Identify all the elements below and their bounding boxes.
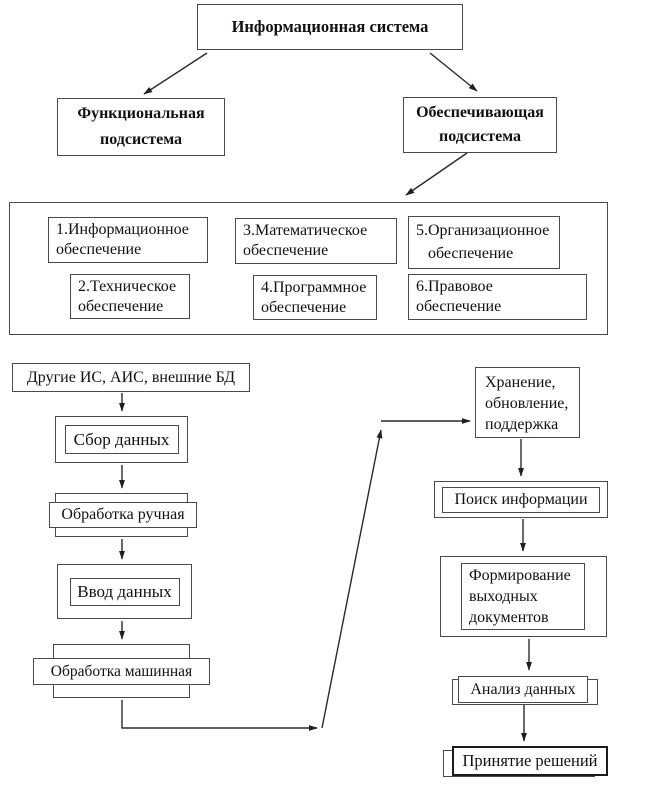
node-data-input bbox=[57, 564, 192, 619]
storage-line2: обновление, bbox=[485, 395, 569, 412]
node-component-technical-support bbox=[70, 274, 190, 319]
node-component-information-support bbox=[48, 217, 208, 263]
machine-processing-label: Обработка машинная bbox=[50, 662, 193, 680]
manual-processing-label: Обработка ручная bbox=[61, 506, 185, 523]
information-search-label: Поиск информации bbox=[454, 490, 588, 508]
component-6-line2: обеспечение bbox=[416, 298, 502, 315]
node-information-search bbox=[434, 481, 608, 518]
storage-line3: поддержка bbox=[485, 416, 559, 433]
node-functional-subsystem bbox=[57, 98, 225, 156]
node-component-software-support bbox=[253, 275, 377, 320]
component-1-line1: 1.Информационное bbox=[56, 221, 189, 238]
functional-line2: подсистема bbox=[99, 131, 183, 148]
node-decision-making bbox=[443, 746, 608, 778]
node-component-legal-support bbox=[408, 274, 587, 320]
data-analysis-label: Анализ данных bbox=[470, 680, 576, 698]
output-documents-line2: выходных bbox=[469, 588, 538, 605]
functional-line1: Функциональная bbox=[77, 105, 205, 122]
providing-line2: подсистема bbox=[438, 128, 522, 145]
data-collection-label: Сбор данных bbox=[73, 429, 170, 449]
component-5-line1: 5.Организационное bbox=[416, 222, 550, 239]
external-sources-label: Другие ИС, АИС, внешние БД bbox=[26, 368, 236, 386]
output-documents-line1: Формирование bbox=[469, 567, 571, 584]
node-component-mathematical-support bbox=[235, 218, 397, 264]
node-component-organizational-support bbox=[408, 216, 560, 269]
component-2-line2: обеспечение bbox=[78, 298, 164, 315]
node-storage-update-support bbox=[475, 367, 580, 438]
node-information-system-label: Информационная система bbox=[231, 17, 429, 36]
component-3-line1: 3.Математическое bbox=[243, 222, 368, 239]
node-manual-processing bbox=[49, 493, 197, 537]
data-input-label: Ввод данных bbox=[77, 581, 172, 601]
storage-line1: Хранение, bbox=[485, 374, 556, 391]
output-documents-line3: документов bbox=[469, 609, 549, 626]
component-1-line2: обеспечение bbox=[56, 241, 142, 258]
node-providing-subsystem bbox=[403, 97, 557, 153]
decision-making-label: Принятие решений bbox=[462, 751, 598, 770]
component-3-line2: обеспечение bbox=[243, 242, 329, 259]
node-machine-processing bbox=[33, 644, 210, 698]
node-output-documents bbox=[440, 556, 607, 637]
node-information-system bbox=[197, 4, 463, 50]
component-5-line2: обеспечение bbox=[428, 245, 514, 262]
component-4-line2: обеспечение bbox=[261, 299, 347, 316]
providing-line1: Обеспечивающая bbox=[416, 104, 544, 121]
component-2-line1: 2.Техническое bbox=[78, 278, 177, 295]
component-6-line1: 6.Правовое bbox=[416, 278, 493, 295]
component-4-line1: 4.Программное bbox=[261, 279, 367, 296]
node-external-sources bbox=[12, 363, 250, 392]
node-data-collection bbox=[55, 416, 188, 463]
node-data-analysis bbox=[452, 676, 598, 706]
